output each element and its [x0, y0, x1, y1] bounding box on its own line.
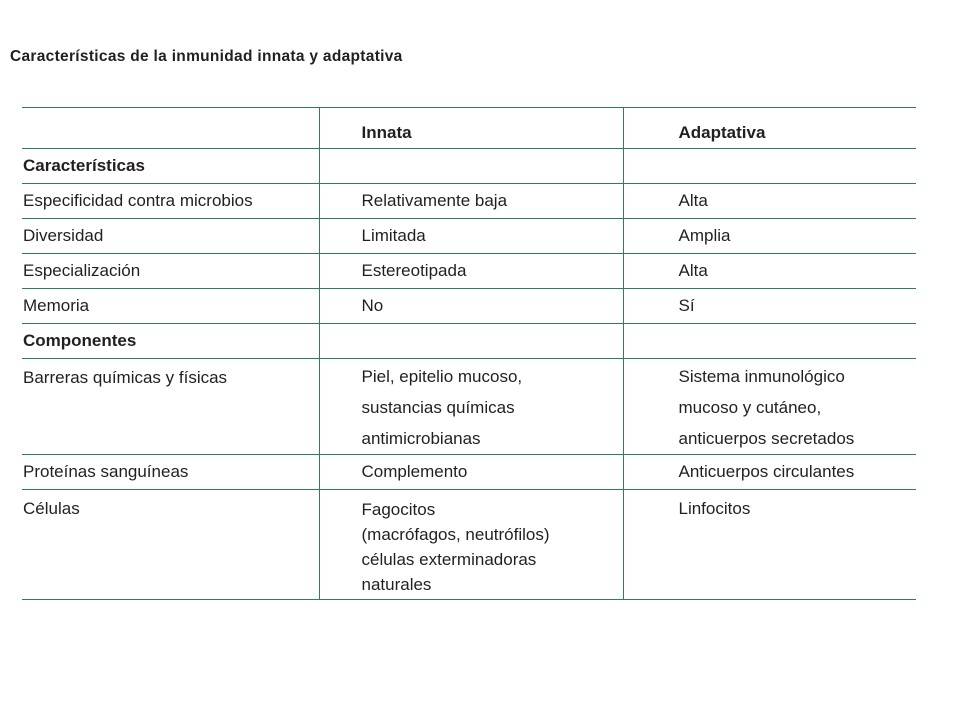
cell-adaptativa-especializacion: Alta	[678, 261, 708, 280]
row-label-memoria: Memoria	[23, 296, 90, 315]
cell-line: células exterminadoras	[361, 550, 537, 569]
header-adaptativa: Adaptativa	[678, 123, 766, 142]
table-row	[22, 455, 916, 490]
section-label-caracteristicas: Características	[23, 156, 145, 175]
cell-line: mucoso y cutáneo,	[678, 398, 822, 417]
row-label-especializacion: Especialización	[23, 261, 141, 280]
cell-adaptativa-barreras	[624, 359, 917, 454]
cell-line: (macrófagos, neutrófilos)	[361, 525, 550, 544]
cell-innata-especializacion: Estereotipada	[361, 261, 467, 280]
table-header-row	[22, 108, 916, 149]
cell-adaptativa-celulas: Linfocitos	[678, 499, 751, 518]
row-label-especificidad: Especificidad contra microbios	[23, 191, 253, 210]
section-row-componentes	[22, 324, 916, 359]
table-row	[22, 184, 916, 219]
header-innata: Innata	[361, 123, 412, 142]
section-row-caracteristicas	[22, 149, 916, 184]
section-label-componentes: Componentes	[23, 331, 137, 350]
row-label-diversidad: Diversidad	[23, 226, 104, 245]
table-title: Características de la inmunidad innata y adaptativa	[10, 48, 403, 65]
cell-line: sustancias químicas	[361, 398, 515, 417]
table-row	[22, 490, 916, 600]
table-row	[22, 359, 916, 455]
cell-adaptativa-diversidad: Amplia	[678, 226, 731, 245]
cell-innata-memoria: No	[361, 296, 384, 315]
cell-line: Piel, epitelio mucoso,	[361, 367, 523, 386]
cell-innata-especificidad: Relativamente baja	[361, 191, 508, 210]
table-row	[22, 289, 916, 324]
cell-adaptativa-proteinas: Anticuerpos circulantes	[678, 462, 855, 481]
table-row	[22, 254, 916, 289]
cell-innata-barreras	[320, 359, 623, 454]
cell-innata-diversidad: Limitada	[361, 226, 426, 245]
row-label-proteinas: Proteínas sanguíneas	[23, 462, 189, 481]
row-label-celulas: Células	[23, 499, 80, 518]
cell-adaptativa-memoria: Sí	[678, 296, 695, 315]
immunity-comparison-table	[22, 107, 916, 600]
cell-innata-celulas	[320, 490, 623, 599]
table-row	[22, 219, 916, 254]
cell-line: Sistema inmunológico	[678, 367, 845, 386]
cell-line: naturales	[361, 575, 432, 594]
row-label-barreras: Barreras químicas y físicas	[23, 368, 228, 387]
cell-line: anticuerpos secretados	[678, 429, 855, 448]
cell-line: antimicrobianas	[361, 429, 481, 448]
cell-line: Fagocitos	[361, 500, 436, 519]
cell-innata-proteinas: Complemento	[361, 462, 468, 481]
header-empty-cell	[22, 108, 319, 117]
cell-adaptativa-especificidad: Alta	[678, 191, 708, 210]
